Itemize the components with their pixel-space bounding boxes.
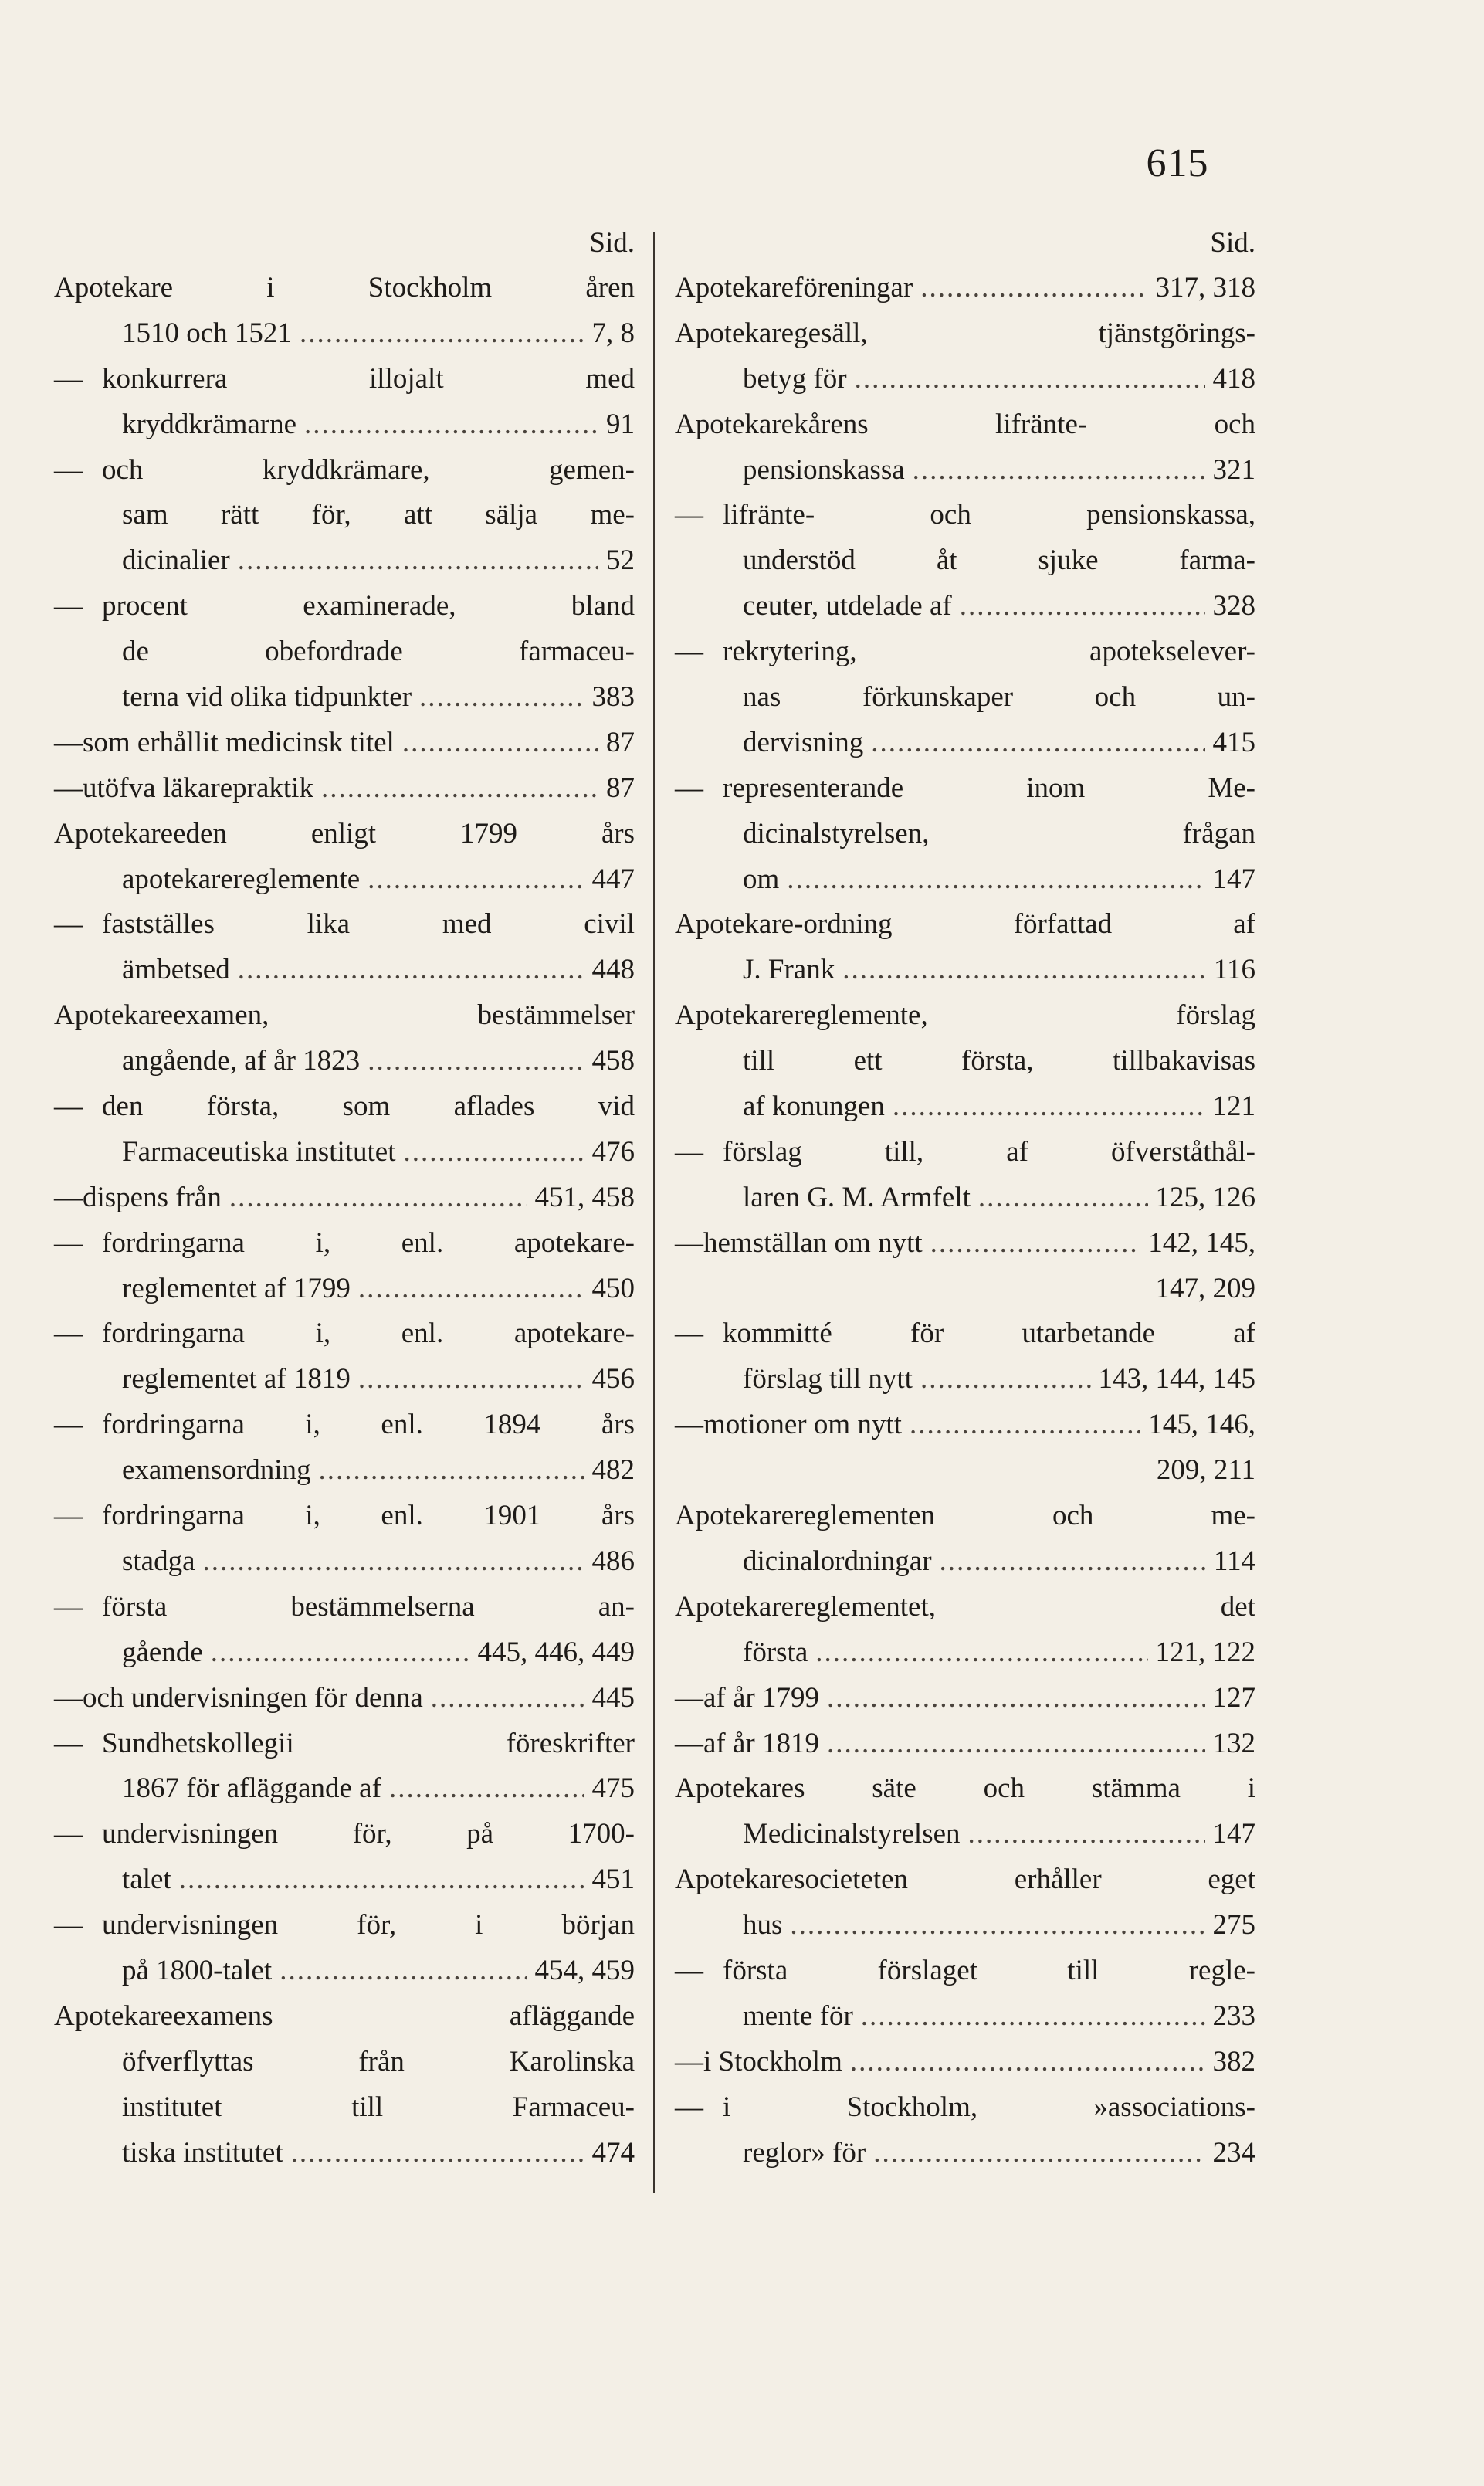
dot-leader: [229, 1175, 527, 1221]
index-line: [675, 993, 1255, 1039]
entry-text: Sundhetskollegii föreskrifter: [102, 1727, 635, 1759]
index-line: [54, 311, 635, 357]
entry-text: reglementet af 1799: [122, 1272, 351, 1304]
index-line: [675, 2040, 1255, 2085]
index-line: [54, 1857, 635, 1903]
ditto-dash: —: [54, 362, 83, 395]
index-line: [675, 1585, 1255, 1630]
index-line: [54, 1812, 635, 1857]
entry-text: dicinalier: [122, 544, 230, 577]
dot-leader: [893, 1084, 1205, 1130]
index-line: [675, 812, 1255, 857]
entry-text: dispens från: [83, 1181, 222, 1213]
page-reference: 132: [1212, 1727, 1255, 1759]
entry-text: terna vid olika tidpunkter: [122, 681, 412, 714]
ditto-dash: —: [675, 2091, 703, 2123]
entry-text: rekrytering, apotekselever-: [723, 636, 1255, 668]
index-line: [675, 857, 1255, 903]
index-line: [675, 311, 1255, 357]
dot-leader: [358, 1267, 584, 1312]
entry-text: förslag till nytt: [743, 1363, 913, 1396]
entry-text: konkurrera illojalt med: [102, 362, 635, 395]
index-line: [675, 1221, 1255, 1267]
ditto-dash: —: [675, 1954, 703, 1986]
index-line: [54, 1402, 635, 1448]
entry-list-left: [54, 266, 635, 2176]
entry-text: första förslaget till regle-: [723, 1954, 1255, 1986]
index-line: [675, 1039, 1255, 1084]
entry-text: pensionskassa: [743, 453, 905, 486]
ditto-dash: —: [675, 636, 703, 668]
index-line: [675, 266, 1255, 311]
ditto-dash: —: [54, 1818, 83, 1850]
dot-leader: [842, 948, 1206, 993]
page-reference: 486: [591, 1545, 635, 1577]
index-line: [54, 1311, 635, 1357]
index-line: [54, 1721, 635, 1767]
index-line: [675, 1084, 1255, 1130]
index-line: [675, 2085, 1255, 2131]
entry-text: talet: [122, 1864, 171, 1896]
index-line: [54, 629, 635, 675]
index-line: [675, 1948, 1255, 1994]
page-reference: 147: [1212, 863, 1255, 895]
index-line: [54, 1585, 635, 1630]
entry-text: utöfva läkarepraktik: [83, 772, 313, 804]
index-line: [54, 766, 635, 812]
page-reference: 418: [1212, 362, 1255, 395]
entry-text: sam rätt för, att sälja me-: [122, 499, 635, 531]
ditto-dash: —: [54, 1181, 83, 1213]
page-reference: 147: [1212, 1818, 1255, 1850]
ditto-dash: —: [675, 1226, 703, 1259]
sid-label-right: Sid.: [1210, 227, 1255, 259]
index-line: [675, 902, 1255, 948]
dot-leader: [291, 2131, 584, 2176]
entry-text: första bestämmelserna an-: [102, 1590, 635, 1623]
entry-text: angående, af år 1823: [122, 1045, 361, 1077]
entry-text: hemställan om nytt: [703, 1226, 923, 1259]
ditto-dash: —: [54, 1681, 83, 1714]
dot-leader: [211, 1630, 470, 1676]
dot-leader: [319, 1448, 584, 1494]
page-reference: 7, 8: [591, 317, 635, 349]
ditto-dash: —: [675, 772, 703, 804]
entry-text: af konungen: [743, 1090, 885, 1123]
page-reference: 209, 211: [1156, 1454, 1255, 1487]
entry-text: fordringarna i, enl. 1901 års: [102, 1500, 635, 1532]
entry-text: hus: [743, 1909, 783, 1942]
index-line: [54, 1948, 635, 1994]
index-line: [54, 1766, 635, 1812]
dot-leader: [827, 1721, 1205, 1767]
index-line: [54, 1448, 635, 1494]
entry-text: första: [743, 1636, 808, 1668]
index-line: [675, 675, 1255, 721]
index-line: [675, 402, 1255, 448]
entry-text: den första, som aflades vid: [102, 1090, 635, 1123]
index-line: [675, 1766, 1255, 1812]
entry-text: reglor» för: [743, 2136, 866, 2169]
page-reference: 328: [1212, 590, 1255, 622]
entry-text: apotekarereglemente: [122, 863, 361, 895]
index-line: [675, 448, 1255, 493]
index-line: [675, 1812, 1255, 1857]
entry-text: om: [743, 863, 780, 895]
page-reference: 147, 209: [1155, 1272, 1255, 1304]
entry-text: representerande inom Me-: [723, 772, 1255, 804]
index-line: [54, 1221, 635, 1267]
index-line: [54, 2040, 635, 2085]
index-line: [54, 1903, 635, 1948]
index-line: [675, 1630, 1255, 1676]
entry-text: J. Frank: [743, 954, 835, 986]
page-reference: 127: [1212, 1681, 1255, 1714]
entry-text: på 1800-talet: [122, 1954, 273, 1986]
entry-text: Apotekaresocieteten erhåller eget: [675, 1864, 1255, 1896]
index-column-right: [675, 221, 1255, 2176]
entry-text: i Stockholm: [703, 2045, 842, 2077]
page-reference: 275: [1212, 1909, 1255, 1942]
entry-text: reglementet af 1819: [122, 1363, 351, 1396]
index-line: [675, 1448, 1255, 1494]
page-reference: 321: [1212, 453, 1255, 486]
ditto-dash: —: [54, 590, 83, 622]
entry-text: till ett första, tillbakavisas: [743, 1045, 1255, 1077]
entry-text: Apotekareexamen, bestämmelser: [54, 999, 635, 1032]
ditto-dash: —: [54, 1909, 83, 1942]
index-line: [675, 1175, 1255, 1221]
index-line: [675, 584, 1255, 629]
entry-text: 1510 och 1521: [122, 317, 292, 349]
dot-leader: [300, 311, 584, 357]
dot-leader: [358, 1357, 584, 1402]
dot-leader: [402, 721, 598, 766]
index-line: [54, 538, 635, 584]
entry-text: procent examinerade, bland: [102, 590, 635, 622]
entry-text: dicinalordningar: [743, 1545, 932, 1577]
index-line: [54, 584, 635, 629]
ditto-dash: —: [54, 908, 83, 941]
dot-leader: [920, 1357, 1091, 1402]
entry-text: i Stockholm, »associations-: [723, 2091, 1255, 2123]
index-line: [675, 948, 1255, 993]
index-line: [54, 493, 635, 538]
index-line: [54, 857, 635, 903]
entry-text: fastställes lika med civil: [102, 908, 635, 941]
index-column-left: [54, 221, 635, 2176]
page-reference: 382: [1212, 2045, 1255, 2077]
index-line: [54, 948, 635, 993]
entry-text: kommitté för utarbetande af: [723, 1318, 1255, 1350]
entry-text: ceuter, utdelade af: [743, 590, 952, 622]
index-line: [675, 1539, 1255, 1585]
dot-leader: [321, 766, 598, 812]
entry-text: betyg för: [743, 362, 847, 395]
entry-text: ämbetsed: [122, 954, 230, 986]
page-reference: 451: [591, 1864, 635, 1896]
page-reference: 474: [591, 2136, 635, 2169]
entry-text: fordringarna i, enl. apotekare-: [102, 1226, 635, 1259]
page-reference: 145, 146,: [1148, 1409, 1255, 1441]
ditto-dash: —: [675, 2045, 703, 2077]
page-reference: 482: [591, 1454, 635, 1487]
entry-text: Apotekares säte och stämma i: [675, 1772, 1255, 1805]
entry-text: och kryddkrämare, gemen-: [102, 453, 635, 486]
entry-text: tiska institutet: [122, 2136, 283, 2169]
index-line: [54, 357, 635, 402]
index-line: [54, 1357, 635, 1402]
page-reference: 234: [1212, 2136, 1255, 2169]
entry-text: Apotekare-ordning författad af: [675, 908, 1255, 941]
index-line: [54, 1039, 635, 1084]
page-reference: 456: [591, 1363, 635, 1396]
page-reference: 475: [591, 1772, 635, 1805]
index-line: [54, 1630, 635, 1676]
entry-text: förslag till, af öfverståthål-: [723, 1135, 1255, 1168]
page-number: 615: [1146, 141, 1209, 185]
page-reference: 317, 318: [1155, 272, 1255, 304]
page-reference: 415: [1212, 726, 1255, 758]
ditto-dash: —: [54, 726, 83, 758]
ditto-dash: —: [54, 772, 83, 804]
page-reference: 451, 458: [534, 1181, 635, 1213]
index-line: [675, 1402, 1255, 1448]
dot-leader: [304, 402, 598, 448]
index-line: [54, 448, 635, 493]
ditto-dash: —: [675, 1318, 703, 1350]
entry-text: Apotekareeden enligt 1799 års: [54, 817, 635, 850]
entry-text: understöd åt sjuke farma-: [743, 544, 1255, 577]
page-reference: 445: [591, 1681, 635, 1714]
dot-leader: [861, 1994, 1205, 2040]
ditto-dash: —: [54, 1409, 83, 1441]
dot-leader: [431, 1676, 584, 1721]
dot-leader: [790, 1903, 1204, 1948]
index-line: [675, 1676, 1255, 1721]
page-reference: 454, 459: [534, 1954, 635, 1986]
dot-leader: [238, 538, 598, 584]
entry-text: lifränte- och pensionskassa,: [723, 499, 1255, 531]
entry-text: 1867 för afläggande af: [122, 1772, 381, 1805]
dot-leader: [368, 1039, 584, 1084]
page-reference: 121: [1212, 1090, 1255, 1123]
entry-text: stadga: [122, 1545, 195, 1577]
ditto-dash: —: [54, 453, 83, 486]
entry-text: öfverflyttas från Karolinska: [122, 2045, 635, 2077]
dot-leader: [815, 1630, 1147, 1676]
index-line: [54, 721, 635, 766]
page-reference: 52: [606, 544, 635, 577]
dot-leader: [203, 1539, 584, 1585]
page-reference: 116: [1213, 954, 1255, 986]
page-reference: 476: [591, 1135, 635, 1168]
index-line: [54, 1084, 635, 1130]
index-line: [675, 1903, 1255, 1948]
entry-text: undervisningen för, i början: [102, 1909, 635, 1942]
index-line: [675, 1721, 1255, 1767]
dot-leader: [968, 1812, 1205, 1857]
dot-leader: [855, 357, 1205, 402]
entry-text: fordringarna i, enl. apotekare-: [102, 1318, 635, 1350]
ditto-dash: —: [675, 1409, 703, 1441]
index-line: [675, 1267, 1255, 1312]
index-line: [54, 1130, 635, 1175]
index-line: [675, 629, 1255, 675]
index-line: [54, 1539, 635, 1585]
dot-leader: [930, 1221, 1141, 1267]
ditto-dash: —: [54, 1727, 83, 1759]
page-reference: 233: [1212, 1999, 1255, 2032]
entry-text: Apotekarereglementen och me-: [675, 1500, 1255, 1532]
index-line: [675, 1494, 1255, 1539]
entry-text: Farmaceutiska institutet: [122, 1135, 396, 1168]
page-reference: 450: [591, 1272, 635, 1304]
page-reference: 458: [591, 1045, 635, 1077]
index-line: [675, 1857, 1255, 1903]
index-line: [675, 721, 1255, 766]
index-line: [675, 1994, 1255, 2040]
dot-leader: [238, 948, 584, 993]
sid-label-left: Sid.: [589, 227, 635, 259]
dot-leader: [419, 675, 584, 721]
entry-text: Apotekaregesäll, tjänstgörings-: [675, 317, 1255, 349]
ditto-dash: —: [675, 1681, 703, 1714]
dot-leader: [787, 857, 1204, 903]
page-reference: 447: [591, 863, 635, 895]
index-line: [54, 1494, 635, 1539]
page-reference: 91: [606, 408, 635, 440]
entry-text: Apotekare i Stockholm åren: [54, 272, 635, 304]
index-line: [675, 357, 1255, 402]
page-reference: 114: [1213, 1545, 1255, 1577]
index-line: [675, 766, 1255, 812]
index-line: [675, 493, 1255, 538]
entry-text: som erhållit medicinsk titel: [83, 726, 395, 758]
entry-text: de obefordrade farmaceu-: [122, 636, 635, 668]
index-line: [54, 2085, 635, 2131]
entry-text: kryddkrämarne: [122, 408, 297, 440]
ditto-dash: —: [675, 1727, 703, 1759]
entry-text: gående: [122, 1636, 203, 1668]
index-line: [54, 2131, 635, 2176]
entry-list-right: [675, 266, 1255, 2176]
entry-text: Apotekareföreningar: [675, 272, 913, 304]
ditto-dash: —: [54, 1318, 83, 1350]
entry-text: fordringarna i, enl. 1894 års: [102, 1409, 635, 1441]
entry-text: Medicinalstyrelsen: [743, 1818, 961, 1850]
entry-text: undervisningen för, på 1700-: [102, 1818, 635, 1850]
dot-leader: [827, 1676, 1205, 1721]
ditto-dash: —: [675, 499, 703, 531]
entry-text: Apotekarereglemente, förslag: [675, 999, 1255, 1032]
index-line: [675, 1311, 1255, 1357]
page-reference: 121, 122: [1155, 1636, 1255, 1668]
entry-text: motioner om nytt: [703, 1409, 902, 1441]
index-line: [54, 675, 635, 721]
dot-leader: [910, 1402, 1140, 1448]
dot-leader: [179, 1857, 584, 1903]
page-reference: 87: [606, 726, 635, 758]
entry-text: och undervisningen för denna: [83, 1681, 423, 1714]
entry-text: mente för: [743, 1999, 853, 2032]
page-reference: 142, 145,: [1148, 1226, 1255, 1259]
entry-text: institutet till Farmaceu-: [122, 2091, 635, 2123]
dot-leader: [978, 1175, 1148, 1221]
page-reference: 445, 446, 449: [477, 1636, 635, 1668]
dot-leader: [940, 1539, 1206, 1585]
index-line: [675, 538, 1255, 584]
dot-leader: [280, 1948, 527, 1994]
ditto-dash: —: [54, 1500, 83, 1532]
entry-text: af år 1799: [703, 1681, 819, 1714]
index-line: [54, 993, 635, 1039]
dot-leader: [389, 1766, 584, 1812]
dot-leader: [960, 584, 1205, 629]
ditto-dash: —: [54, 1226, 83, 1259]
ditto-dash: —: [54, 1090, 83, 1123]
dot-leader: [873, 2131, 1204, 2176]
index-line: [54, 266, 635, 311]
index-line: [54, 812, 635, 857]
index-line: [675, 1130, 1255, 1175]
entry-text: dervisning: [743, 726, 864, 758]
page-reference: 125, 126: [1155, 1181, 1255, 1213]
index-line: [54, 402, 635, 448]
dot-leader: [920, 266, 1147, 311]
dot-leader: [368, 857, 584, 903]
column-divider: [653, 232, 655, 2193]
entry-text: Apotekarekårens lifränte- och: [675, 408, 1255, 440]
dot-leader: [871, 721, 1204, 766]
index-line: [675, 2131, 1255, 2176]
entry-text: examensordning: [122, 1454, 311, 1487]
page-reference: 448: [591, 954, 635, 986]
index-line: [675, 1357, 1255, 1402]
entry-text: af år 1819: [703, 1727, 819, 1759]
dot-leader: [404, 1130, 584, 1175]
dot-leader: [850, 2040, 1205, 2085]
entry-text: Apotekarereglementet, det: [675, 1590, 1255, 1623]
ditto-dash: —: [54, 1590, 83, 1623]
entry-text: dicinalstyrelsen, frågan: [743, 817, 1255, 850]
index-line: [54, 902, 635, 948]
index-line: [54, 1676, 635, 1721]
entry-text: Apotekareexamens afläggande: [54, 1999, 635, 2032]
entry-text: nas förkunskaper och un-: [743, 681, 1255, 714]
index-line: [54, 1267, 635, 1312]
dot-leader: [913, 448, 1205, 493]
page-reference: 143, 144, 145: [1098, 1363, 1255, 1396]
index-line: [54, 1175, 635, 1221]
ditto-dash: —: [675, 1135, 703, 1168]
page-reference: 383: [591, 681, 635, 714]
page-reference: 87: [606, 772, 635, 804]
entry-text: laren G. M. Armfelt: [743, 1181, 971, 1213]
index-line: [54, 1994, 635, 2040]
